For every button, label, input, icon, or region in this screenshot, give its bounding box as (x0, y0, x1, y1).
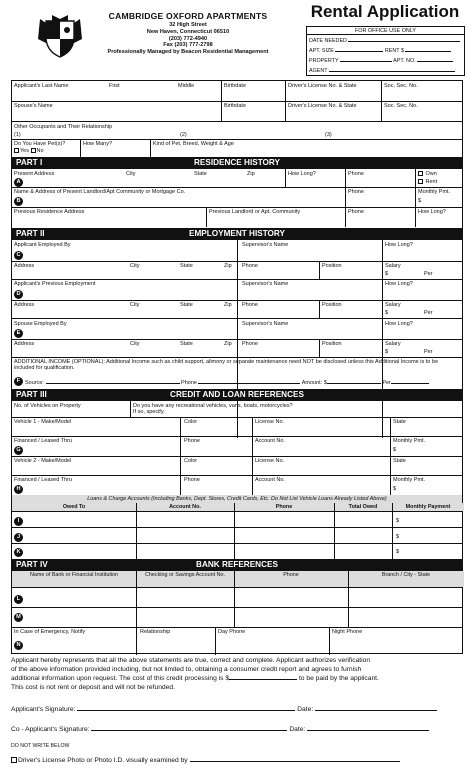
statement-cost-suffix: to be paid by the applicant. (298, 675, 379, 682)
divider (334, 503, 335, 559)
divider (12, 101, 462, 102)
part4-title: BANK REFERENCES (196, 560, 278, 569)
how-many-pets-label: How Many? (83, 141, 113, 147)
employer-city-label: City (130, 263, 140, 269)
statement-cost-label: additional information upon request. The cost of this credit processing is $ (11, 675, 230, 682)
agent-field[interactable] (329, 67, 455, 72)
marker-d-icon: D (14, 290, 23, 299)
rent-label: RENT $ (384, 48, 404, 54)
employer-salary-dollar: $ (385, 271, 389, 277)
vehicle2-monthly-label: Monthly Pmt. (393, 477, 426, 483)
employer-salary-label: Salary (385, 263, 401, 269)
part4-number: PART IV (16, 560, 48, 569)
prev-phone-label: Phone (242, 302, 258, 308)
divider (392, 503, 393, 559)
date-needed-field[interactable] (348, 37, 460, 42)
property-row (309, 57, 453, 64)
coapplicant-date-field[interactable] (307, 726, 429, 731)
page-title: Rental Application (310, 2, 460, 21)
spouse-state-label: State (180, 341, 193, 347)
divider (319, 300, 320, 318)
monthly-payment-header: Monthly Payment (392, 503, 464, 511)
vehicle1-label: Vehicle 1 - Make/Model (14, 419, 72, 425)
divider (12, 475, 462, 476)
statement-line-2: of the above information provided including, but not limited to, obtaining a consumer credit report and agrees to furnish (11, 666, 362, 673)
own-checkbox[interactable] (418, 171, 423, 176)
coapplicant-date-label: Date: (289, 726, 306, 733)
coapplicant-signature-field[interactable] (91, 726, 287, 731)
pets-yes-label: Yes (20, 148, 29, 154)
occupant-1-label: (1) (14, 132, 21, 138)
license-verified-row (11, 757, 400, 765)
vehicle2-account-label: Account No. (255, 477, 285, 483)
license-verified-label: Driver's License Photo or Photo I.D. visually examined by (18, 757, 188, 764)
amount-per-label: Per (382, 380, 391, 386)
divider (12, 456, 462, 457)
source-label: Source: (25, 380, 44, 386)
divider (12, 318, 462, 319)
applicant-signature-field[interactable] (77, 706, 295, 711)
divider (136, 571, 137, 627)
prev-state-label: State (180, 302, 193, 308)
part2-title: EMPLOYMENT HISTORY (189, 229, 285, 238)
loan2-dollar: $ (396, 534, 400, 540)
part3-title: CREDIT AND LOAN REFERENCES (170, 390, 304, 399)
apt-size-label: APT. SIZE (309, 48, 334, 54)
applicant-signature-label: Applicant's Signature: (11, 706, 76, 713)
applicant-middle-label: Middle (178, 83, 195, 89)
vehicles-count-label: No. of Vehicles on Property (14, 403, 81, 409)
supervisor-label: Supervisor's Name (242, 242, 289, 248)
license-verified-checkbox[interactable] (11, 757, 17, 763)
company-phone: (203) 772-4940 (168, 35, 208, 42)
divider (285, 169, 286, 187)
spouse-position-label: Position (322, 341, 342, 347)
bank-phone-header: Phone (234, 571, 348, 587)
own-label: Own (425, 171, 437, 177)
spouse-supervisor-label: Supervisor's Name (242, 321, 289, 327)
spouse-city-label: City (130, 341, 140, 347)
part2-number: PART II (16, 229, 45, 238)
marker-n-icon: N (14, 641, 23, 650)
part1-bar (12, 157, 462, 169)
marker-h-icon: H (14, 485, 23, 494)
applicant-birthdate-label: Birthdate (224, 83, 247, 89)
part2-bar (12, 228, 462, 240)
marker-f-icon: F (14, 377, 23, 386)
amount-field[interactable] (327, 379, 381, 384)
vehicle2-monthly-dollar: $ (393, 486, 397, 492)
company-header (88, 12, 288, 56)
divider (12, 436, 462, 437)
applicant-ssn-label: Soc. Sec. No. (384, 83, 418, 89)
divider (12, 261, 462, 262)
divider (80, 139, 81, 157)
vehicle2-color-label: Color (184, 458, 198, 464)
employer-salary-per: Per (424, 271, 433, 277)
landlord-phone-label: Phone (348, 189, 364, 195)
prev-address-label: Address (14, 302, 35, 308)
employer-position-label: Position (322, 263, 342, 269)
company-managed-by: Professionally Managed by Beacon Residential Management (107, 49, 269, 56)
employer-phone-label: Phone (242, 263, 258, 269)
divider (12, 357, 462, 358)
landlord-monthly-pmt-label: Monthly Pmt. (418, 189, 451, 195)
prev-salary-per: Per (424, 310, 433, 316)
source-row (25, 379, 429, 386)
verified-by-field[interactable] (190, 757, 400, 762)
vehicle2-state-label: State (393, 458, 406, 464)
agent-label: AGENT (309, 68, 328, 74)
divider (345, 169, 346, 227)
company-street: 32 High Street (169, 21, 207, 28)
present-how-long-label: How Long? (288, 171, 316, 177)
prev-how-long-label: How Long? (418, 209, 446, 215)
date-needed-label: DATE NEEDED (309, 38, 347, 44)
part1-title: RESIDENCE HISTORY (194, 158, 280, 167)
divider (12, 607, 462, 608)
do-not-write-label: DO NOT WRITE BELOW (11, 743, 70, 749)
divider (12, 587, 462, 588)
pets-yes-checkbox[interactable] (14, 148, 19, 153)
prev-how-long-label: How Long? (385, 281, 413, 287)
loans-heading: Loans & Charge Accounts (Including Banks, Dept. Stores, Credit Cards, Etc. Do Not List Vehicle Loans Already Listed Above) (12, 495, 462, 503)
pets-no-label: No (36, 148, 44, 154)
day-phone-label: Day Phone (218, 629, 246, 635)
processing-cost-field[interactable] (229, 675, 297, 680)
prev-salary-dollar: $ (385, 310, 389, 316)
divider (215, 627, 216, 655)
applicant-date-label: Date: (297, 706, 314, 713)
property-field[interactable] (340, 57, 392, 62)
pets-label: Do You Have Pet(s)? (14, 141, 66, 147)
prev-landlord-label: Previous Landlord or Apt. Community (209, 209, 301, 215)
bank-branch-header: Branch / City - State (348, 571, 464, 587)
divider (136, 627, 137, 655)
vehicle1-monthly-dollar: $ (393, 447, 397, 453)
prev-salary-label: Salary (385, 302, 401, 308)
spouse-salary-label: Salary (385, 341, 401, 347)
rent-field[interactable] (405, 47, 451, 52)
marker-j-icon: J (14, 533, 23, 542)
apt-no-label: APT. NO. (393, 58, 416, 64)
source-field[interactable] (46, 379, 180, 384)
spouse-address-label: Address (14, 341, 35, 347)
applicant-signature-row (11, 706, 437, 714)
marker-k-icon: K (14, 548, 23, 557)
rent-option (418, 179, 437, 185)
statement-line-4: This cost is not rent or deposit and will not be refunded. (11, 684, 175, 691)
part4-bar (12, 559, 462, 571)
present-state-label: State (194, 171, 207, 177)
divider (12, 339, 462, 340)
apt-no-field[interactable] (417, 57, 453, 62)
statement-line-3 (11, 675, 379, 683)
vehicle1-account-label: Account No. (255, 438, 285, 444)
present-phone-label: Phone (348, 171, 364, 177)
occupant-2-label: (2) (180, 132, 187, 138)
vehicle1-state-label: State (393, 419, 406, 425)
part3-number: PART III (16, 390, 47, 399)
divider (206, 207, 207, 227)
agent-row (309, 67, 455, 74)
marker-m-icon: M (14, 613, 23, 622)
divider (319, 339, 320, 357)
part1-number: PART I (16, 158, 43, 167)
present-address-label: Present Address (14, 171, 55, 177)
emergency-contact-label: In Case of Emergency, Notify (14, 629, 86, 635)
present-city-label: City (126, 171, 136, 177)
divider (136, 503, 137, 559)
spouse-phone-label: Phone (242, 341, 258, 347)
prev-city-label: City (130, 302, 140, 308)
present-zip-label: Zip (247, 171, 255, 177)
spouse-ssn-label: Soc. Sec. No. (384, 103, 418, 109)
spouse-name-label: Spouse's Name (14, 103, 53, 109)
vehicle2-financed-label: Financed / Leased Thru (14, 477, 72, 483)
applicant-license-label: Driver's License No. & State (288, 83, 357, 89)
rent-checkbox[interactable] (418, 179, 423, 184)
bank-name-header: Name of Bank or Financial Institution (12, 571, 136, 587)
divider (415, 169, 416, 227)
statement-line-1: Applicant hereby represents that all the above statements are true, correct and complete. Applicant authorizes verification (11, 657, 371, 664)
office-use-heading: FOR OFFICE USE ONLY (307, 27, 464, 35)
spouse-how-long-label: How Long? (385, 321, 413, 327)
divider (12, 511, 462, 512)
date-needed-row (309, 37, 460, 44)
company-name: CAMBRIDGE OXFORD APARTMENTS (108, 11, 268, 21)
additional-income-text: ADDITIONAL INCOME (OPTIONAL): Additional Income such as child support, alimony or separate maintenance need NOT be disclosed unless this Additional Income is to be included for qualification. (14, 359, 439, 372)
vehicle1-monthly-label: Monthly Pmt. (393, 438, 426, 444)
total-owed-header: Total Owed (334, 503, 392, 511)
employed-by-label: Applicant Employed By (14, 242, 71, 248)
loan-account-header: Account No. (136, 503, 234, 511)
pet-kind-label: Kind of Pet, Breed, Weight & Age (153, 141, 234, 147)
employer-zip-label: Zip (224, 263, 232, 269)
divider (12, 121, 462, 122)
divider (329, 627, 330, 655)
employer-state-label: State (180, 263, 193, 269)
application-form (11, 80, 463, 654)
vehicle1-phone-label: Phone (184, 438, 200, 444)
crest-logo-icon (36, 13, 84, 59)
spouse-zip-label: Zip (224, 341, 232, 347)
marker-a-icon: A (14, 178, 23, 187)
marker-e-icon: E (14, 329, 23, 338)
spouse-employed-label: Spouse Employed By (14, 321, 67, 327)
divider (348, 571, 349, 627)
relationship-label: Relationship (140, 629, 171, 635)
source-phone-label: Phone (181, 380, 197, 386)
property-label: PROPERTY (309, 58, 339, 64)
divider (150, 139, 151, 157)
pets-no-checkbox[interactable] (31, 148, 36, 153)
present-landlord-label: Name & Address of Present Landlord/Apt Community or Mortgage Co. (14, 189, 186, 195)
employment-how-long-label: How Long? (385, 242, 413, 248)
coapplicant-signature-row (11, 726, 429, 734)
marker-c-icon: C (14, 251, 23, 260)
vehicle2-label: Vehicle 2 - Make/Model (14, 458, 72, 464)
divider (12, 300, 462, 301)
recreational-label: Do you have any recreational vehicles, vans, boats, motorcycles? If so, specify. (133, 403, 293, 416)
marker-i-icon: I (14, 517, 23, 526)
pets-options (14, 148, 44, 154)
vehicle2-license-label: License No. (255, 458, 285, 464)
divider (234, 571, 235, 627)
prev-employment-label: Applicant's Previous Employment (14, 281, 96, 287)
loan1-dollar: $ (396, 518, 400, 524)
occupant-3-label: (3) (325, 132, 332, 138)
divider (130, 401, 131, 417)
applicant-date-field[interactable] (315, 706, 437, 711)
divider (319, 261, 320, 279)
rent-option-label: Rent (425, 179, 438, 185)
coapplicant-signature-label: Co - Applicant's Signature: (11, 726, 90, 733)
loan3-dollar: $ (396, 549, 400, 555)
divider (12, 543, 462, 544)
vehicle1-color-label: Color (184, 419, 198, 425)
marker-g-icon: G (14, 446, 23, 455)
divider (234, 503, 235, 559)
part3-bar (12, 389, 462, 401)
own-option (418, 171, 437, 177)
owed-to-header: Owed To (12, 503, 136, 511)
spouse-salary-per: Per (424, 349, 433, 355)
divider (12, 627, 462, 628)
amount-per-field[interactable] (391, 379, 429, 384)
office-use-box (306, 26, 465, 76)
applicant-first-label: First (109, 83, 120, 89)
vehicle2-phone-label: Phone (184, 477, 200, 483)
company-city: New Haven, Connecticut 06510 (146, 28, 230, 35)
prev-position-label: Position (322, 302, 342, 308)
spouse-birthdate-label: Birthdate (224, 103, 247, 109)
divider (12, 527, 462, 528)
prev-address-label: Previous Residence Address (14, 209, 85, 215)
spouse-salary-dollar: $ (385, 349, 389, 355)
company-fax: Fax (203) 777-2798 (163, 42, 213, 49)
prev-zip-label: Zip (224, 302, 232, 308)
marker-l-icon: L (14, 595, 23, 604)
divider (12, 207, 462, 208)
spouse-license-label: Driver's License No. & State (288, 103, 357, 109)
applicant-last-name-label: Applicant's Last Name (14, 83, 69, 89)
divider (12, 417, 462, 418)
occupants-label: Other Occupants and Their Relationship (14, 124, 113, 130)
apt-size-row (309, 47, 451, 54)
vehicle1-financed-label: Financed / Leased Thru (14, 438, 72, 444)
marker-b-icon: B (14, 197, 23, 206)
vehicle1-license-label: License No. (255, 419, 285, 425)
divider (12, 279, 462, 280)
amount-label: Amount: $ (301, 380, 327, 386)
bank-account-header: Checking or Savings Account No. (136, 571, 234, 587)
prev-phone-label: Phone (348, 209, 364, 215)
employer-address-label: Address (14, 263, 35, 269)
apt-size-field[interactable] (335, 47, 383, 52)
prev-supervisor-label: Supervisor's Name (242, 281, 289, 287)
landlord-monthly-dollar: $ (418, 198, 422, 204)
source-phone-field[interactable] (198, 379, 300, 384)
divider (12, 187, 462, 188)
night-phone-label: Night Phone (332, 629, 363, 635)
loan-phone-header: Phone (234, 503, 334, 511)
